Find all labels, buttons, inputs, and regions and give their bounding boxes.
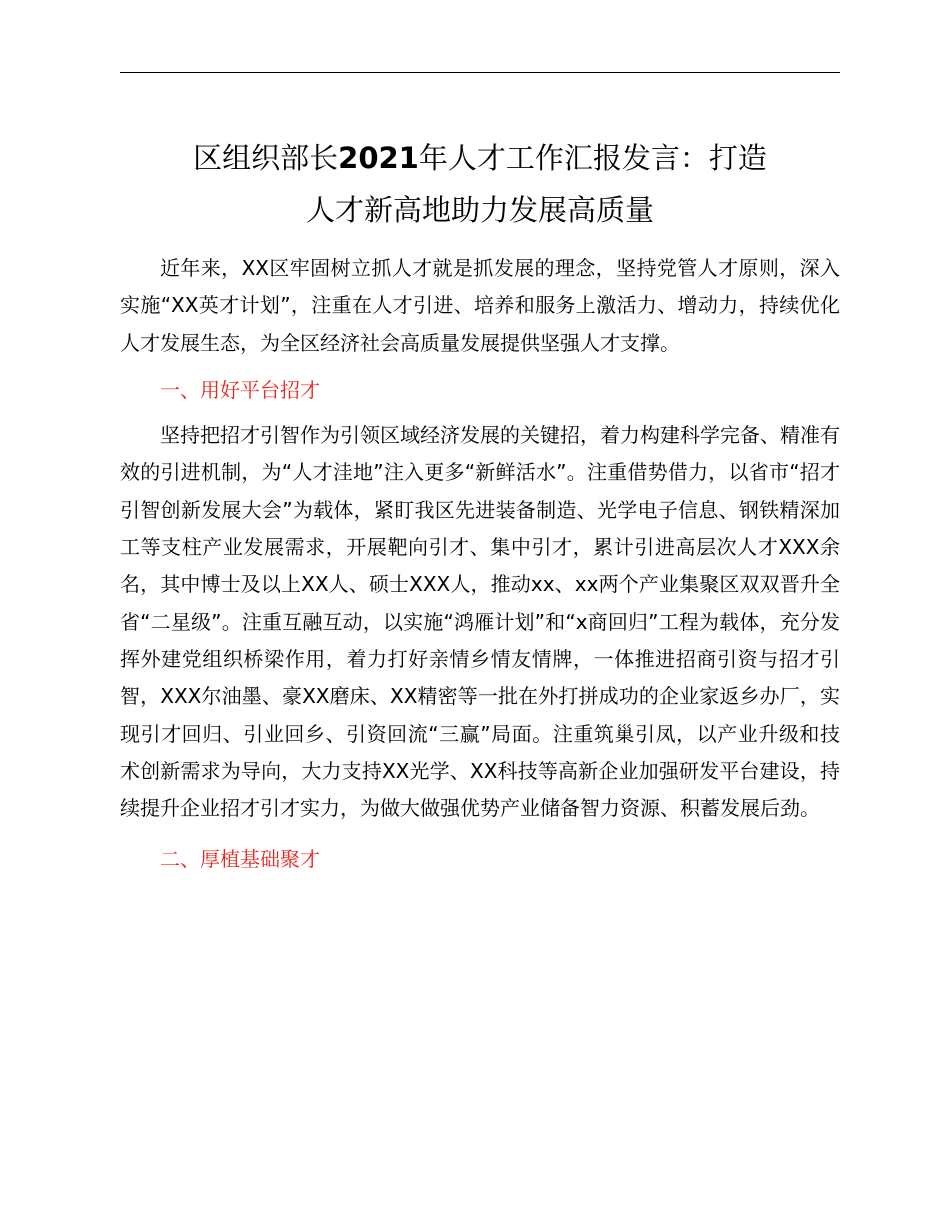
header-rule [120,72,840,73]
document-title [120,132,840,236]
section-1-paragraph: 坚持把招才引智作为引领区域经济发展的关键招，着力构建科学完备、精准有效的引进机制，为“人才洼地”注入更多“新鲜活水”。注重借势借力，以省市“招才引智创新发展大会”为载体，紧盯我区先进装备制造、光学电子信息、钢铁精深加工等支柱产业发展需求，开展靶向引才、集中引才，累计引进高层次人才XXX余名，其中博士及以上XX人、硕士XXX人，推动xx、xx两个产业集聚区双双晋升全省“二星级”。注重互融互动，以实施“鸿雁计划”和“x商回归”工程为载体，充分发挥外建党组织桥梁作用，着力打好亲情乡情友情牌，一体推进招商引资与招才引智，XXX尔油墨、豪XX磨床、XX精密等一批在外打拼成功的企业家返乡办厂，实现引才回归、引业回乡、引资回流“三赢”局面。注重筑巢引凤，以产业升级和技术创新需求为导向，大力支持XX光学、XX科技等高新企业加强研发平台建设，持续提升企业招才引才实力，为做大做强优势产业储备智力资源、积蓄发展后劲。 [120,423,840,821]
title-line-2: 人才新高地助力发展高质量 [305,193,654,227]
section-2-heading: 二、厚植基础聚才 [160,847,320,872]
title-year: 2021 [338,141,419,175]
section-1-heading: 一、用好平台招才 [160,377,320,402]
title-line-1 [120,132,840,184]
document-body [120,132,840,879]
intro-paragraph: 近年来，XX区牢固树立抓人才就是抓发展的理念，坚持党管人才原则，深入实施“XX英才计划”，注重在人才引进、培养和服务上激活力、增动力，持续优化人才发展生态，为全区经济社会高质量发展提供坚强人才支撑。 [120,256,840,355]
title-prefix: 区组织部长 [193,141,339,175]
title-suffix: 年人才工作汇报发言：打造 [418,141,767,175]
